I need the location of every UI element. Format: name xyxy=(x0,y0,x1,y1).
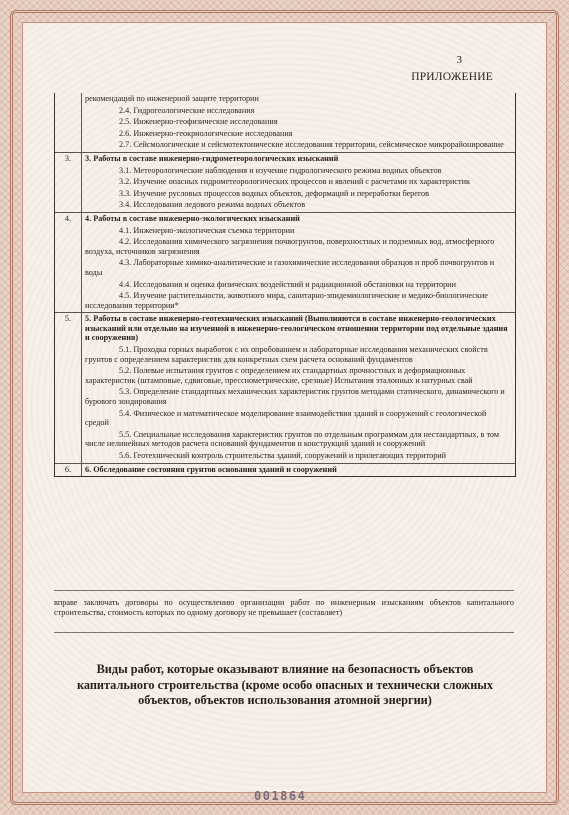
list-item: 4.1. Инженерно-экологическая съемка территории xyxy=(119,225,295,235)
list-item: 5.6. Геотехнический контроль строительства зданий, сооружений и прилегающих территорий xyxy=(119,451,447,460)
list-item: рекомендаций по инженерной защите территории xyxy=(85,94,259,103)
list-item: 4.5. Изучение растительности, животного мира, санитарно-эпидемиологические и медико-биологические исследования территории* xyxy=(85,291,488,310)
list-item: 3.1. Метеорологические наблюдения и изучение гидрологического режима водных объектов xyxy=(119,165,442,175)
section-heading: Виды работ, которые оказывают влияние на безопасность объектов капитального строительства (кроме особо опасных и технически сложных объектов, объектов использования атомной энергии) xyxy=(76,662,494,707)
list-item: 2.6. Инженерно-геокриологические исследования xyxy=(119,128,293,138)
list-item: 5.4. Физическое и математическое моделирование взаимодействия зданий и сооружений с геологической средой xyxy=(85,408,487,428)
serial-number: 001864 xyxy=(254,789,307,803)
row-content xyxy=(82,313,515,462)
table-row xyxy=(55,152,515,212)
list-item: 5.2. Полевые испытания грунтов с определением их стандартных прочностных и деформационных характеристик (штамповые, сдвиговые, прессиометрические, срезные) Испытания эталонных и натурных свай xyxy=(85,366,473,385)
page-number: 3 xyxy=(456,54,462,66)
list-item: 2.5. Инженерно-геофизические исследования xyxy=(119,117,278,127)
list-item: 3.4. Исследования ледового режима водных объектов xyxy=(119,200,306,210)
list-item: 3.3. Изучение русловых процессов водных объектов, деформаций и переработки берегов xyxy=(119,188,430,198)
section-title: 4. Работы в составе инженерно-экологических изысканий xyxy=(85,213,300,223)
list-item: 4.3. Лабораторные химико-аналитические и газохимические исследования образцов и проб почвогрунтов и воды xyxy=(85,258,495,277)
table-row xyxy=(55,463,515,478)
row-content xyxy=(82,93,515,152)
list-item: 5.5. Специальные исследования характеристик грунтов по отдельным программам для нестандартных, в том числе нелинейных методов расчета оснований фундаментов и конструкций зданий и сооружений xyxy=(85,429,500,449)
section-title: 3. Работы в составе инженерно-гидрометеорологических изысканий xyxy=(85,153,339,163)
list-item: 3.2. Изучение опасных гидрометеорологических процессов и явлений с расчетами их характеристик xyxy=(119,177,470,187)
row-content xyxy=(82,213,515,312)
list-item: 2.7. Сейсмологические и сейсмотектонические исследования территории, сейсмическое микрорайонирование xyxy=(119,140,504,150)
divider xyxy=(54,590,514,591)
section-title: 6. Обследование состояния грунтов основания зданий и сооружений xyxy=(85,464,337,474)
row-number: 6. xyxy=(55,464,82,477)
work-types-table xyxy=(54,93,516,477)
row-content xyxy=(82,464,515,477)
table-row xyxy=(55,312,515,462)
table-row xyxy=(55,93,515,152)
list-item: 4.4. Исследования и оценка физических воздействий и радиационной обстановки на территории xyxy=(119,279,456,289)
divider xyxy=(54,632,514,633)
table-row xyxy=(55,212,515,312)
appendix-title: ПРИЛОЖЕНИЕ xyxy=(411,71,493,83)
list-item: 2.4. Гидрогеологические исследования xyxy=(119,105,255,115)
row-content xyxy=(82,153,515,212)
row-number: 4. xyxy=(55,213,82,312)
contract-limit-text: вправе заключать договоры по осуществлению организации работ по инженерным изысканиям объектов капитального строительства, стоимость которых по одному договору не превышает (составляет) xyxy=(54,598,514,617)
row-number xyxy=(55,93,82,152)
list-item: 5.3. Определение стандартных механических характеристик грунтов методами статического, динамического и бурового зондирования xyxy=(85,387,505,407)
row-number: 3. xyxy=(55,153,82,212)
row-number: 5. xyxy=(55,313,82,462)
list-item: 4.2. Исследования химического загрязнения почвогрунтов, поверхностных и подземных вод, атмосферного воздуха, источников загрязнения xyxy=(85,237,495,256)
list-item: 5.1. Проходка горных выработок с их опробованием и лабораторные исследования механических свойств грунтов с определением характеристик для конкретных схем расчета оснований фундаментов xyxy=(85,345,488,364)
section-title: 5. Работы в составе инженерно-геотехнических изысканий (Выполняются в составе инженерно-геологических изысканий или отдельно на изученной в инженерно-геологическом отношении территории под отдельные здания и сооружения) xyxy=(85,314,508,343)
